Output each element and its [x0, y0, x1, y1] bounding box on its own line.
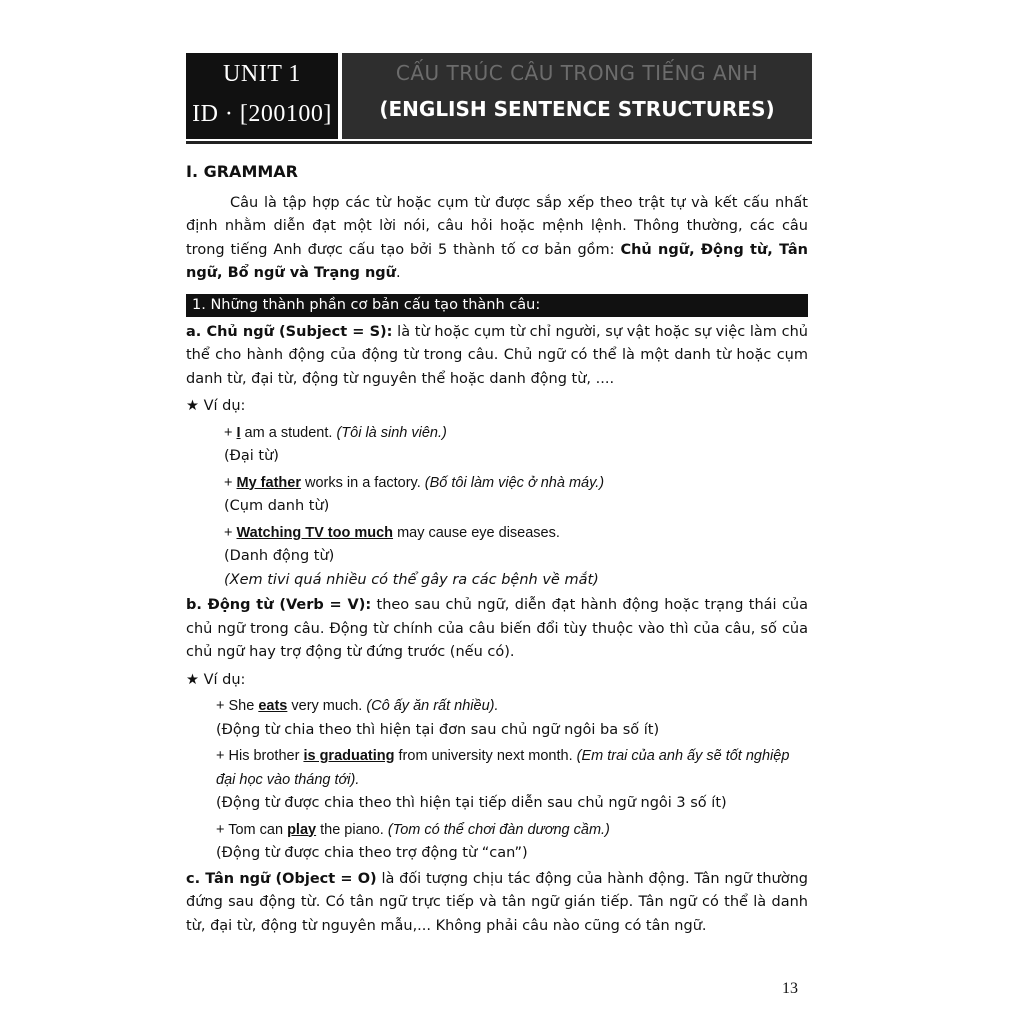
verb-example-label: ★ Ví dụ: — [186, 671, 246, 688]
subject-example-3-translation: (Xem tivi quá nhiều có thể gây ra các bệnh về mắt) — [224, 571, 599, 588]
unit-id: ID · [200100] — [192, 101, 332, 127]
intro-end: . — [396, 265, 401, 281]
verb-example-3-note: (Động từ được chia theo trợ động từ “can”) — [216, 845, 528, 861]
unit-header — [186, 53, 812, 141]
subject-example-1-note: (Đại từ) — [224, 448, 279, 464]
subject-example-2 — [186, 472, 808, 496]
ex-key: eats — [258, 698, 288, 714]
header-rule — [186, 141, 812, 144]
ex-translation: (Tôi là sinh viên.) — [336, 424, 447, 441]
ex-key: play — [287, 821, 317, 838]
section-heading: I. GRAMMAR — [186, 162, 298, 181]
ex-prefix: + Tom can — [216, 821, 288, 838]
verb-paragraph — [186, 594, 808, 665]
ex-rest: works in a factory. — [300, 474, 425, 491]
ex-key: Watching TV too much — [236, 524, 394, 541]
subject-example-1 — [186, 422, 808, 446]
verb-example-2 — [186, 745, 808, 792]
verb-example-1 — [186, 695, 808, 719]
unit-label-box — [186, 53, 338, 139]
ex-prefix: + She — [216, 698, 259, 714]
verb-label: b. Động từ (Verb = V): — [186, 597, 372, 613]
ex-key: is graduating — [303, 748, 395, 764]
verb-example-2-note: (Động từ được chia theo thì hiện tại tiếp diễn sau chủ ngữ ngôi 3 số ít) — [216, 795, 727, 811]
intro-paragraph — [186, 192, 808, 286]
ex-translation: (Tom có thể chơi đàn dương cầm.) — [387, 821, 610, 838]
ex-prefix: + — [224, 524, 237, 541]
title-vietnamese: CẤU TRÚC CÂU TRONG TIẾNG ANH — [395, 61, 759, 85]
intro-bold: Chủ ngữ, Động từ, Tân ngữ, Bổ ngữ và Trạng ngữ — [186, 241, 808, 281]
page-number: 13 — [782, 980, 798, 997]
ex-rest: may cause eye diseases. — [393, 524, 560, 541]
subsection-bar: 1. Những thành phần cơ bản cấu tạo thành câu: — [186, 294, 808, 317]
ex-prefix: + His brother — [216, 748, 304, 764]
ex-key: I — [236, 424, 241, 441]
title-english: (ENGLISH SENTENCE STRUCTURES) — [379, 97, 775, 121]
subject-text: là từ hoặc cụm từ chỉ người, sự vật hoặc sự việc làm chủ thể cho hành động của động từ trong câu. Chủ ngữ có thể là một danh từ hoặc cụm danh từ, đại từ, động từ nguyên thể hoặc danh động từ, .... — [186, 323, 808, 387]
ex-rest: the piano. — [316, 821, 388, 838]
ex-rest: am a student. — [240, 424, 337, 441]
ex-translation: (Em trai của anh ấy sẽ tốt nghiệp đại học vào tháng tới). — [216, 748, 790, 788]
ex-prefix: + — [224, 424, 237, 441]
ex-rest: very much. — [287, 698, 367, 714]
subject-paragraph — [186, 321, 808, 392]
object-label: c. Tân ngữ (Object = O) — [186, 870, 377, 887]
subject-example-label: ★ Ví dụ: — [186, 398, 246, 414]
subject-example-3-note: (Danh động từ) — [224, 548, 335, 564]
intro-text: Câu là tập hợp các từ hoặc cụm từ được sắp xếp theo trật tự và kết cấu nhất định nhằm diễn đạt một lời nói, câu hỏi hoặc mệnh lệnh. Thông thường, các câu trong tiếng Anh được cấu tạo bởi 5 thành tố cơ bản gồm: — [186, 194, 808, 258]
subject-example-3 — [186, 522, 808, 546]
ex-prefix: + — [224, 474, 237, 491]
ex-translation: (Cô ấy ăn rất nhiều). — [366, 698, 499, 714]
unit-title: UNIT 1 — [223, 61, 301, 87]
unit-title-banner — [342, 53, 812, 139]
ex-rest: from university next month. — [394, 748, 577, 764]
ex-translation: (Bố tôi làm việc ở nhà máy.) — [424, 474, 605, 491]
subject-label: a. Chủ ngữ (Subject = S): — [186, 323, 393, 340]
verb-example-3 — [186, 819, 808, 843]
verb-text: theo sau chủ ngữ, diễn đạt hành động hoặc trạng thái của chủ ngữ trong câu. Động từ chính của câu biến đổi tùy thuộc vào thì của câu, số của chủ ngữ hay trợ động từ đứng trước (nếu có). — [186, 597, 808, 660]
page-content — [186, 160, 808, 938]
verb-example-1-note: (Động từ chia theo thì hiện tại đơn sau chủ ngữ ngôi ba số ít) — [216, 721, 660, 738]
subject-example-2-note: (Cụm danh từ) — [224, 498, 330, 514]
object-text: là đối tượng chịu tác động của hành động. Tân ngữ thường đứng sau động từ. Có tân ngữ trực tiếp và tân ngữ gián tiếp. Tân ngữ có thể là danh từ, đại từ, động từ nguyên mẫu,... Không phải câu nào cũng có tân ngữ. — [186, 870, 808, 934]
ex-key: My father — [236, 474, 301, 491]
object-paragraph — [186, 868, 808, 939]
